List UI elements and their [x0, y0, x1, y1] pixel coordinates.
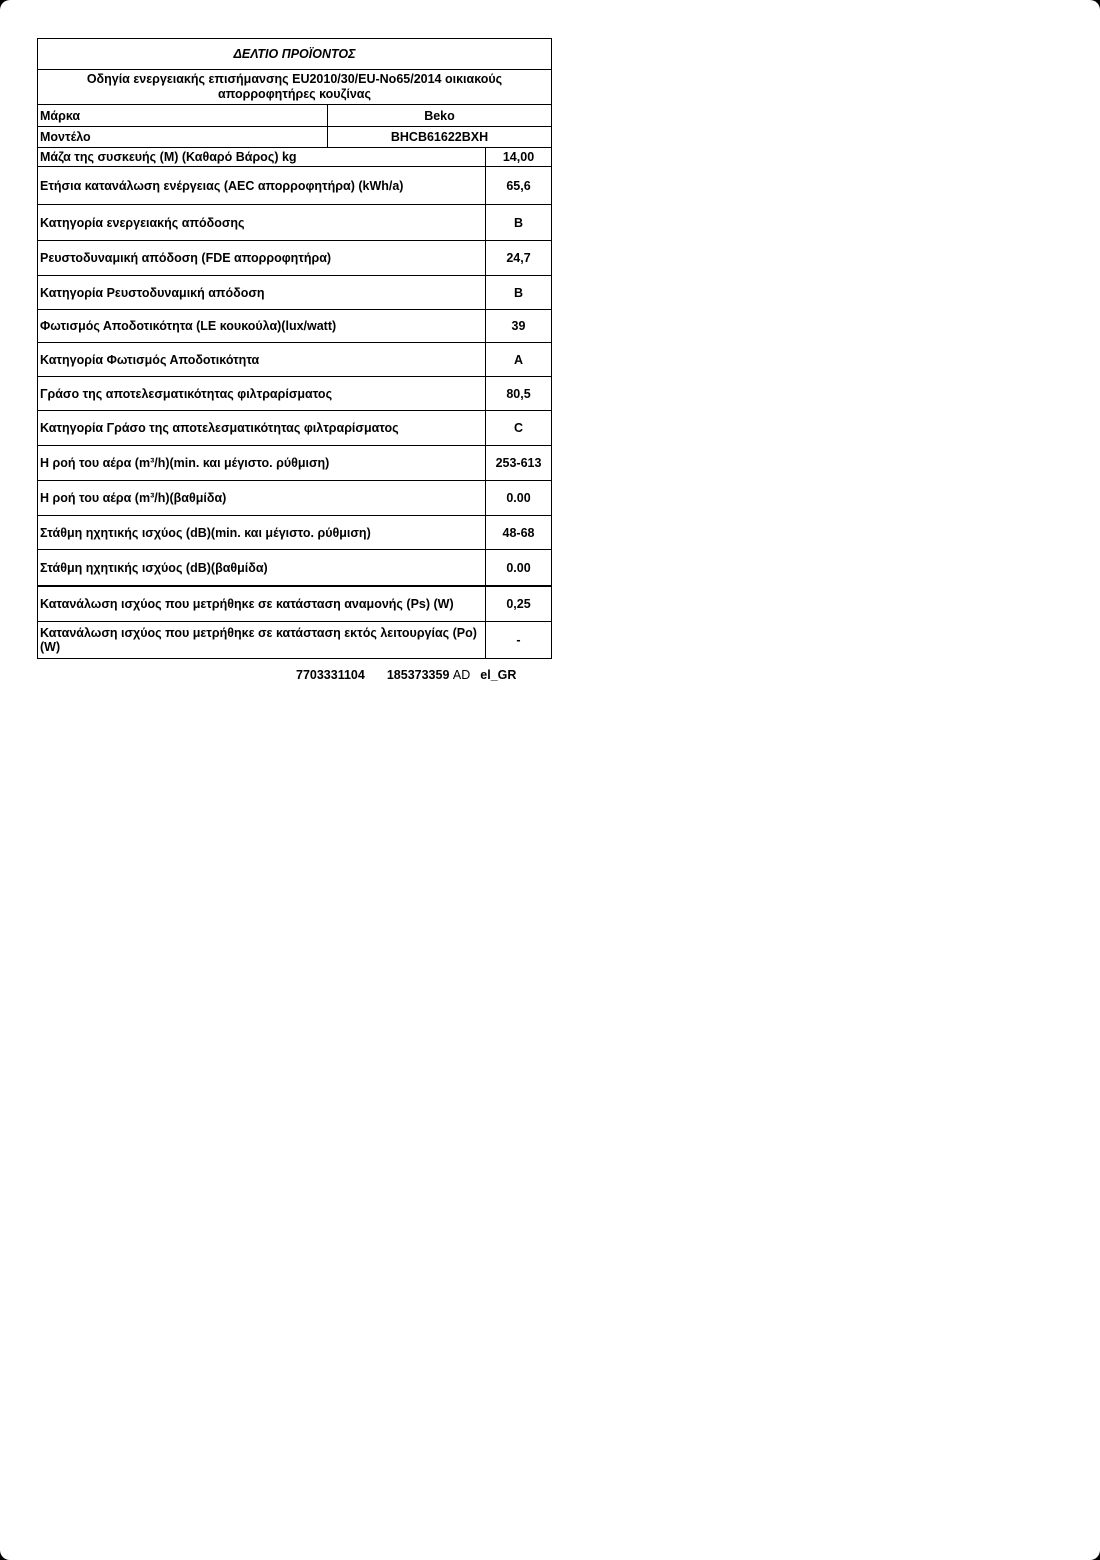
table-row — [38, 276, 551, 310]
footer-locale: el_GR — [480, 668, 517, 682]
row-value-mass: 14,00 — [502, 150, 535, 164]
table-row — [38, 167, 551, 205]
table-row — [38, 241, 551, 276]
table-row — [38, 310, 551, 343]
row-label-off-mode: Κατανάλωση ισχύος που μετρήθηκε σε κατάσταση εκτός λειτουργίας (Po)(W) — [38, 622, 486, 658]
table-row — [38, 516, 551, 550]
row-value-standby: 0,25 — [506, 597, 531, 611]
table-row — [38, 411, 551, 446]
row-value-noise-boost: 0.00 — [506, 560, 531, 575]
brand-row — [38, 105, 551, 127]
row-label-airflow-boost: Η ροή του αέρα (m³/h)(βαθμίδα) — [38, 481, 486, 515]
row-label-aec: Ετήσια κατανάλωση ενέργειας (AEC απορροφητήρα) (kWh/a) — [38, 167, 486, 204]
fiche-title: ΔΕΛΤΙΟ ΠΡΟΪΟΝΤΟΣ — [38, 39, 551, 70]
table-row — [38, 446, 551, 481]
row-label-energy-class: Κατηγορία ενεργειακής απόδοσης — [38, 205, 486, 240]
row-label-gfe-class: Κατηγορία Γράσο της αποτελεσματικότητας φιλτραρίσματος — [38, 411, 486, 445]
row-label-le: Φωτισμός Αποδοτικότητα (LE κουκούλα)(lux/watt) — [38, 310, 486, 342]
row-value-noise: 48-68 — [502, 525, 535, 540]
model-label: Μοντέλο — [38, 127, 328, 147]
row-value-aec: 65,6 — [506, 178, 531, 193]
row-value-airflow: 253-613 — [495, 456, 542, 470]
table-row — [38, 148, 551, 167]
footer-code-2: 185373359 — [386, 668, 450, 682]
row-value-energy-class: B — [513, 215, 524, 230]
product-fiche-table — [37, 38, 552, 659]
table-row — [38, 550, 551, 587]
footer-code-1: 7703331104 — [296, 668, 365, 682]
row-value-fde: 24,7 — [506, 251, 531, 265]
row-label-noise-boost: Στάθμη ηχητικής ισχύος (dB)(βαθμίδα) — [38, 550, 486, 585]
row-label-standby: Κατανάλωση ισχύος που μετρήθηκε σε κατάσταση αναμονής (Ps) (W) — [38, 587, 486, 621]
table-row — [38, 622, 551, 658]
row-value-fde-class: B — [513, 285, 524, 300]
row-label-airflow: Η ροή του αέρα (m³/h)(min. και μέγιστο. ρύθμιση) — [38, 446, 486, 480]
footer-suffix: AD — [452, 668, 471, 682]
document-footer — [296, 668, 516, 682]
brand-label: Μάρκα — [38, 105, 328, 126]
row-value-off-mode: - — [516, 633, 521, 647]
row-label-gfe: Γράσο της αποτελεσματικότητας φιλτραρίσματος — [38, 377, 486, 410]
table-row — [38, 343, 551, 377]
brand-value: Beko — [424, 108, 455, 123]
row-label-noise: Στάθμη ηχητικής ισχύος (dB)(min. και μέγιστο. ρύθμιση) — [38, 516, 486, 549]
table-row — [38, 377, 551, 411]
table-row — [38, 481, 551, 516]
model-row — [38, 127, 551, 148]
table-row — [38, 205, 551, 241]
table-row — [38, 587, 551, 622]
row-value-le-class: A — [513, 352, 524, 367]
row-value-le: 39 — [511, 319, 526, 333]
row-value-gfe: 80,5 — [506, 386, 531, 401]
model-value: BHCB61622BXH — [390, 130, 489, 144]
directive-text: Οδηγία ενεργειακής επισήμανσης EU2010/30/EU-No65/2014 οικιακούς απορροφητήρες κουζίνας — [38, 70, 551, 105]
row-value-gfe-class: C — [513, 421, 524, 435]
row-label-fde-class: Κατηγορία Ρευστοδυναμική απόδοση — [38, 276, 486, 309]
row-label-fde: Ρευστοδυναμική απόδοση (FDE απορροφητήρα) — [38, 241, 486, 275]
row-label-mass: Μάζα της συσκευής (M) (Καθαρό Βάρος) kg — [38, 148, 486, 166]
row-value-airflow-boost: 0.00 — [506, 491, 531, 505]
row-label-le-class: Κατηγορία Φωτισμός Αποδοτικότητα — [38, 343, 486, 376]
